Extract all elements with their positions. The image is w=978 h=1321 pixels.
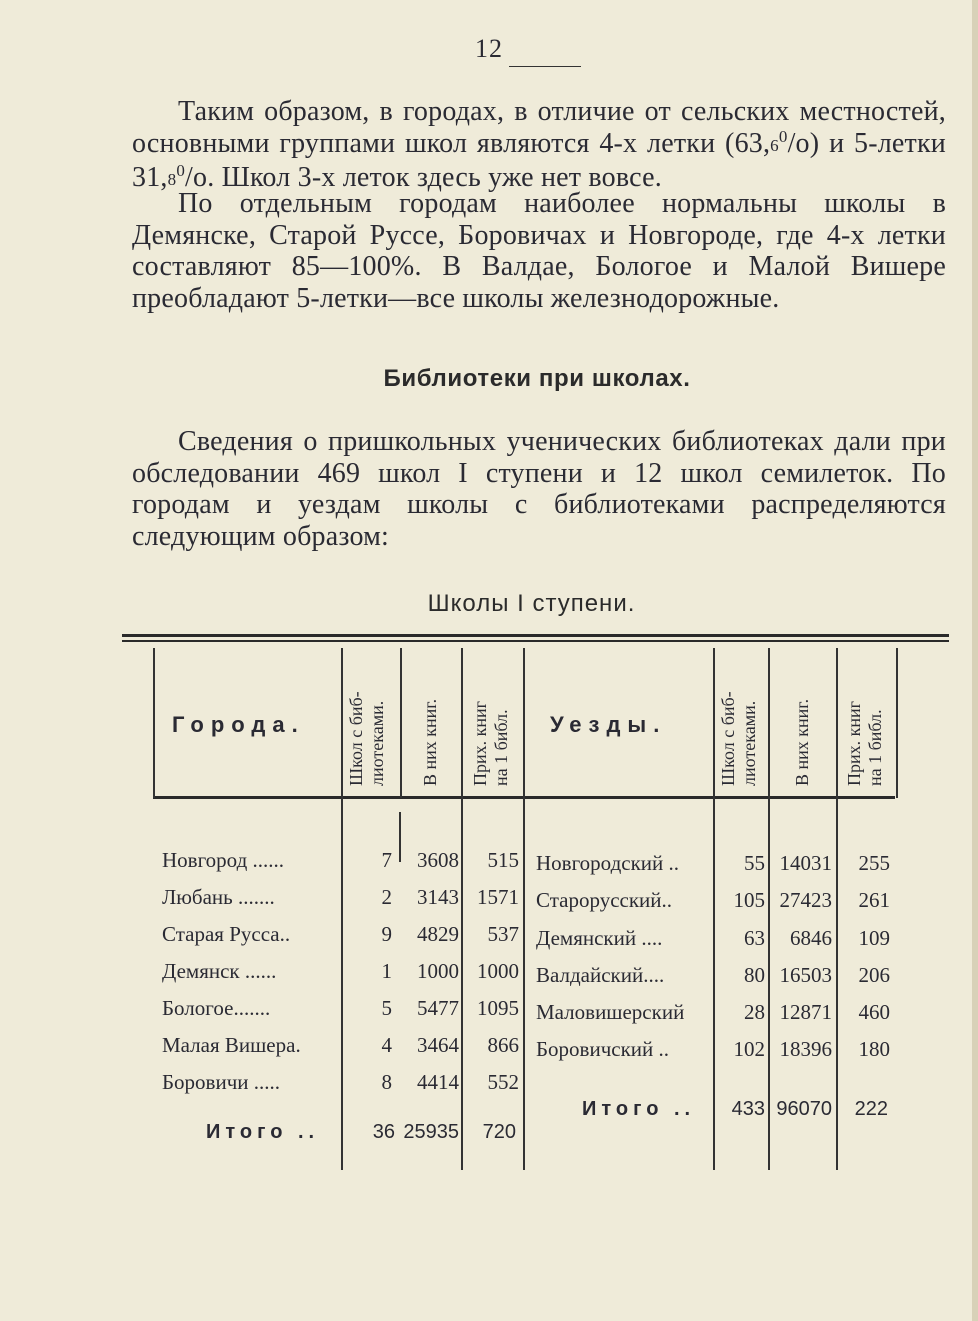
district-schools: 55 — [744, 851, 765, 875]
paragraph-libraries — [132, 426, 946, 552]
cities-total-books-per-library: 720 — [482, 1121, 516, 1143]
city-schools: 7 — [381, 848, 392, 872]
city-name: Старая Русса — [162, 922, 280, 946]
header-district-schools-with-libraries — [718, 658, 760, 786]
paragraph1-sub1: 6 — [770, 135, 779, 155]
district-schools: 63 — [744, 926, 765, 950]
paragraph-school-types — [132, 96, 946, 197]
district-books-per-library: 460 — [858, 1000, 890, 1024]
table-top-rule-1 — [122, 634, 949, 637]
district-schools: 105 — [733, 888, 765, 912]
col-divider-4 — [523, 648, 525, 1170]
city-books-per-library: 537 — [487, 922, 519, 946]
district-books-per-library: 180 — [858, 1037, 890, 1061]
header-per-lib-line2: на 1 библ. — [491, 709, 511, 786]
city-books: 3143 — [417, 885, 459, 909]
table-left-border — [153, 648, 155, 798]
page-edge — [972, 0, 978, 1321]
city-name: Боровичи — [162, 1070, 249, 1094]
districts-total-label-text: Итого — [582, 1098, 664, 1120]
district-schools: 102 — [733, 1037, 765, 1061]
district-books: 6846 — [790, 926, 832, 950]
district-name: Новгородский — [536, 851, 664, 875]
district-books: 14031 — [779, 851, 832, 875]
district-books: 18396 — [779, 1037, 832, 1061]
paragraph2-text: По отдельным городам наиболее нормальны школы в Демянске, Старой Руссе, Боровичах и Новгороде, где 4-х летки составляют 85—100%. В Валдае, Бологое и Малой Вишере преобладают 5-летки—все школы железнодорожные. — [132, 188, 946, 314]
paragraph1-sub2: 8 — [167, 170, 177, 190]
city-schools: 4 — [381, 1033, 392, 1057]
districts-total-books: 96070 — [776, 1098, 832, 1120]
city-books-per-library: 866 — [487, 1033, 519, 1057]
paragraph1-sup1: 0 — [778, 126, 788, 146]
district-name: Валдайский — [536, 963, 644, 987]
page-number: 12 — [475, 34, 503, 63]
paragraph1-part1: Таким образом, в городах, в отличие от сельских местностей, основными группами школ являются 4-х летки (63, — [132, 96, 946, 159]
header-district-books: В них книг. — [792, 698, 812, 786]
district-books: 27423 — [779, 888, 832, 912]
header-district-schools-line2: лиотеками. — [739, 700, 759, 786]
district-books-per-library: 109 — [858, 926, 890, 950]
col-divider-2 — [400, 648, 402, 798]
city-books: 3608 — [417, 848, 459, 872]
header-schools-line1: Школ с биб- — [346, 691, 366, 786]
district-schools: 80 — [744, 963, 765, 987]
header-district-books-per-library — [844, 658, 886, 786]
page-number-underline — [509, 66, 581, 67]
city-books: 1000 — [417, 959, 459, 983]
table-right-border — [896, 648, 898, 798]
district-books-per-library: 206 — [858, 963, 890, 987]
city-schools: 1 — [381, 959, 392, 983]
header-books-per-library — [470, 658, 512, 786]
city-schools: 9 — [381, 922, 392, 946]
table-top-rule-2 — [122, 640, 949, 642]
city-name: Демянск — [162, 959, 240, 983]
district-schools: 28 — [744, 1000, 765, 1024]
district-name: Демянский — [536, 926, 637, 950]
header-schools-with-libraries — [346, 658, 388, 786]
header-district-per-lib-line2: на 1 библ. — [865, 709, 885, 786]
city-books-per-library: 552 — [487, 1070, 519, 1094]
district-books: 16503 — [779, 963, 832, 987]
district-name: Маловишерский — [536, 1000, 685, 1024]
header-district-per-lib-line1: Прих. книг — [844, 700, 864, 786]
header-district-schools-line1: Школ с биб- — [718, 691, 738, 786]
paragraph1-part3: /o. Школ 3-х леток здесь уже нет вовсе. — [185, 162, 662, 194]
district-books: 12871 — [779, 1000, 832, 1024]
city-schools: 2 — [381, 885, 392, 909]
city-books-per-library: 1571 — [477, 885, 519, 909]
district-name: Старорусский — [536, 888, 662, 912]
city-name: Любань — [162, 885, 233, 909]
cities-total-label-text: Итого — [206, 1121, 288, 1143]
cities-total-schools: 36 — [372, 1121, 395, 1143]
section-heading: Библиотеки при школах. — [383, 365, 691, 392]
districts-total-schools: 433 — [731, 1098, 765, 1120]
city-books-per-library: 1095 — [477, 996, 519, 1020]
header-per-lib-line1: Прих. книг — [470, 700, 490, 786]
paragraph1-part2: /o) и 5-летки 31, — [132, 127, 946, 194]
city-name: Бологое — [162, 996, 234, 1020]
cities-total-label: Итого .. — [206, 1121, 320, 1143]
header-cities: Города. — [172, 712, 305, 737]
city-books-per-library: 515 — [487, 848, 519, 872]
city-schools: 5 — [381, 996, 392, 1020]
paragraph-cities — [132, 188, 946, 314]
district-books-per-library: 255 — [858, 851, 890, 875]
paragraph1-sup2: 0 — [176, 161, 186, 181]
col-divider-2-fragment — [399, 812, 401, 862]
city-books: 4829 — [417, 922, 459, 946]
city-name: Новгород — [162, 848, 248, 872]
cities-total-books: 25935 — [403, 1121, 459, 1143]
city-books-per-library: 1000 — [477, 959, 519, 983]
city-schools: 8 — [381, 1070, 392, 1094]
header-books: В них книг. — [420, 698, 440, 786]
districts-total-label: Итого .. — [582, 1098, 696, 1120]
city-books: 5477 — [417, 996, 459, 1020]
districts-total-books-per-library: 222 — [854, 1098, 888, 1120]
city-name: Малая Вишера — [162, 1033, 296, 1057]
district-books-per-library: 261 — [858, 888, 890, 912]
city-books: 4414 — [417, 1070, 459, 1094]
table-caption: Школы I ступени. — [427, 590, 636, 617]
paragraph3-text: Сведения о пришкольных ученических библиотеках дали при обследовании 469 школ I ступени и 12 школ семилеток. По городам и уездам школы с библиотеками распределяются следующим образом: — [132, 426, 946, 552]
city-books: 3464 — [417, 1033, 459, 1057]
district-name: Боровичский — [536, 1037, 654, 1061]
header-districts: Уезды. — [550, 712, 667, 737]
header-schools-line2: лиотеками. — [367, 700, 387, 786]
